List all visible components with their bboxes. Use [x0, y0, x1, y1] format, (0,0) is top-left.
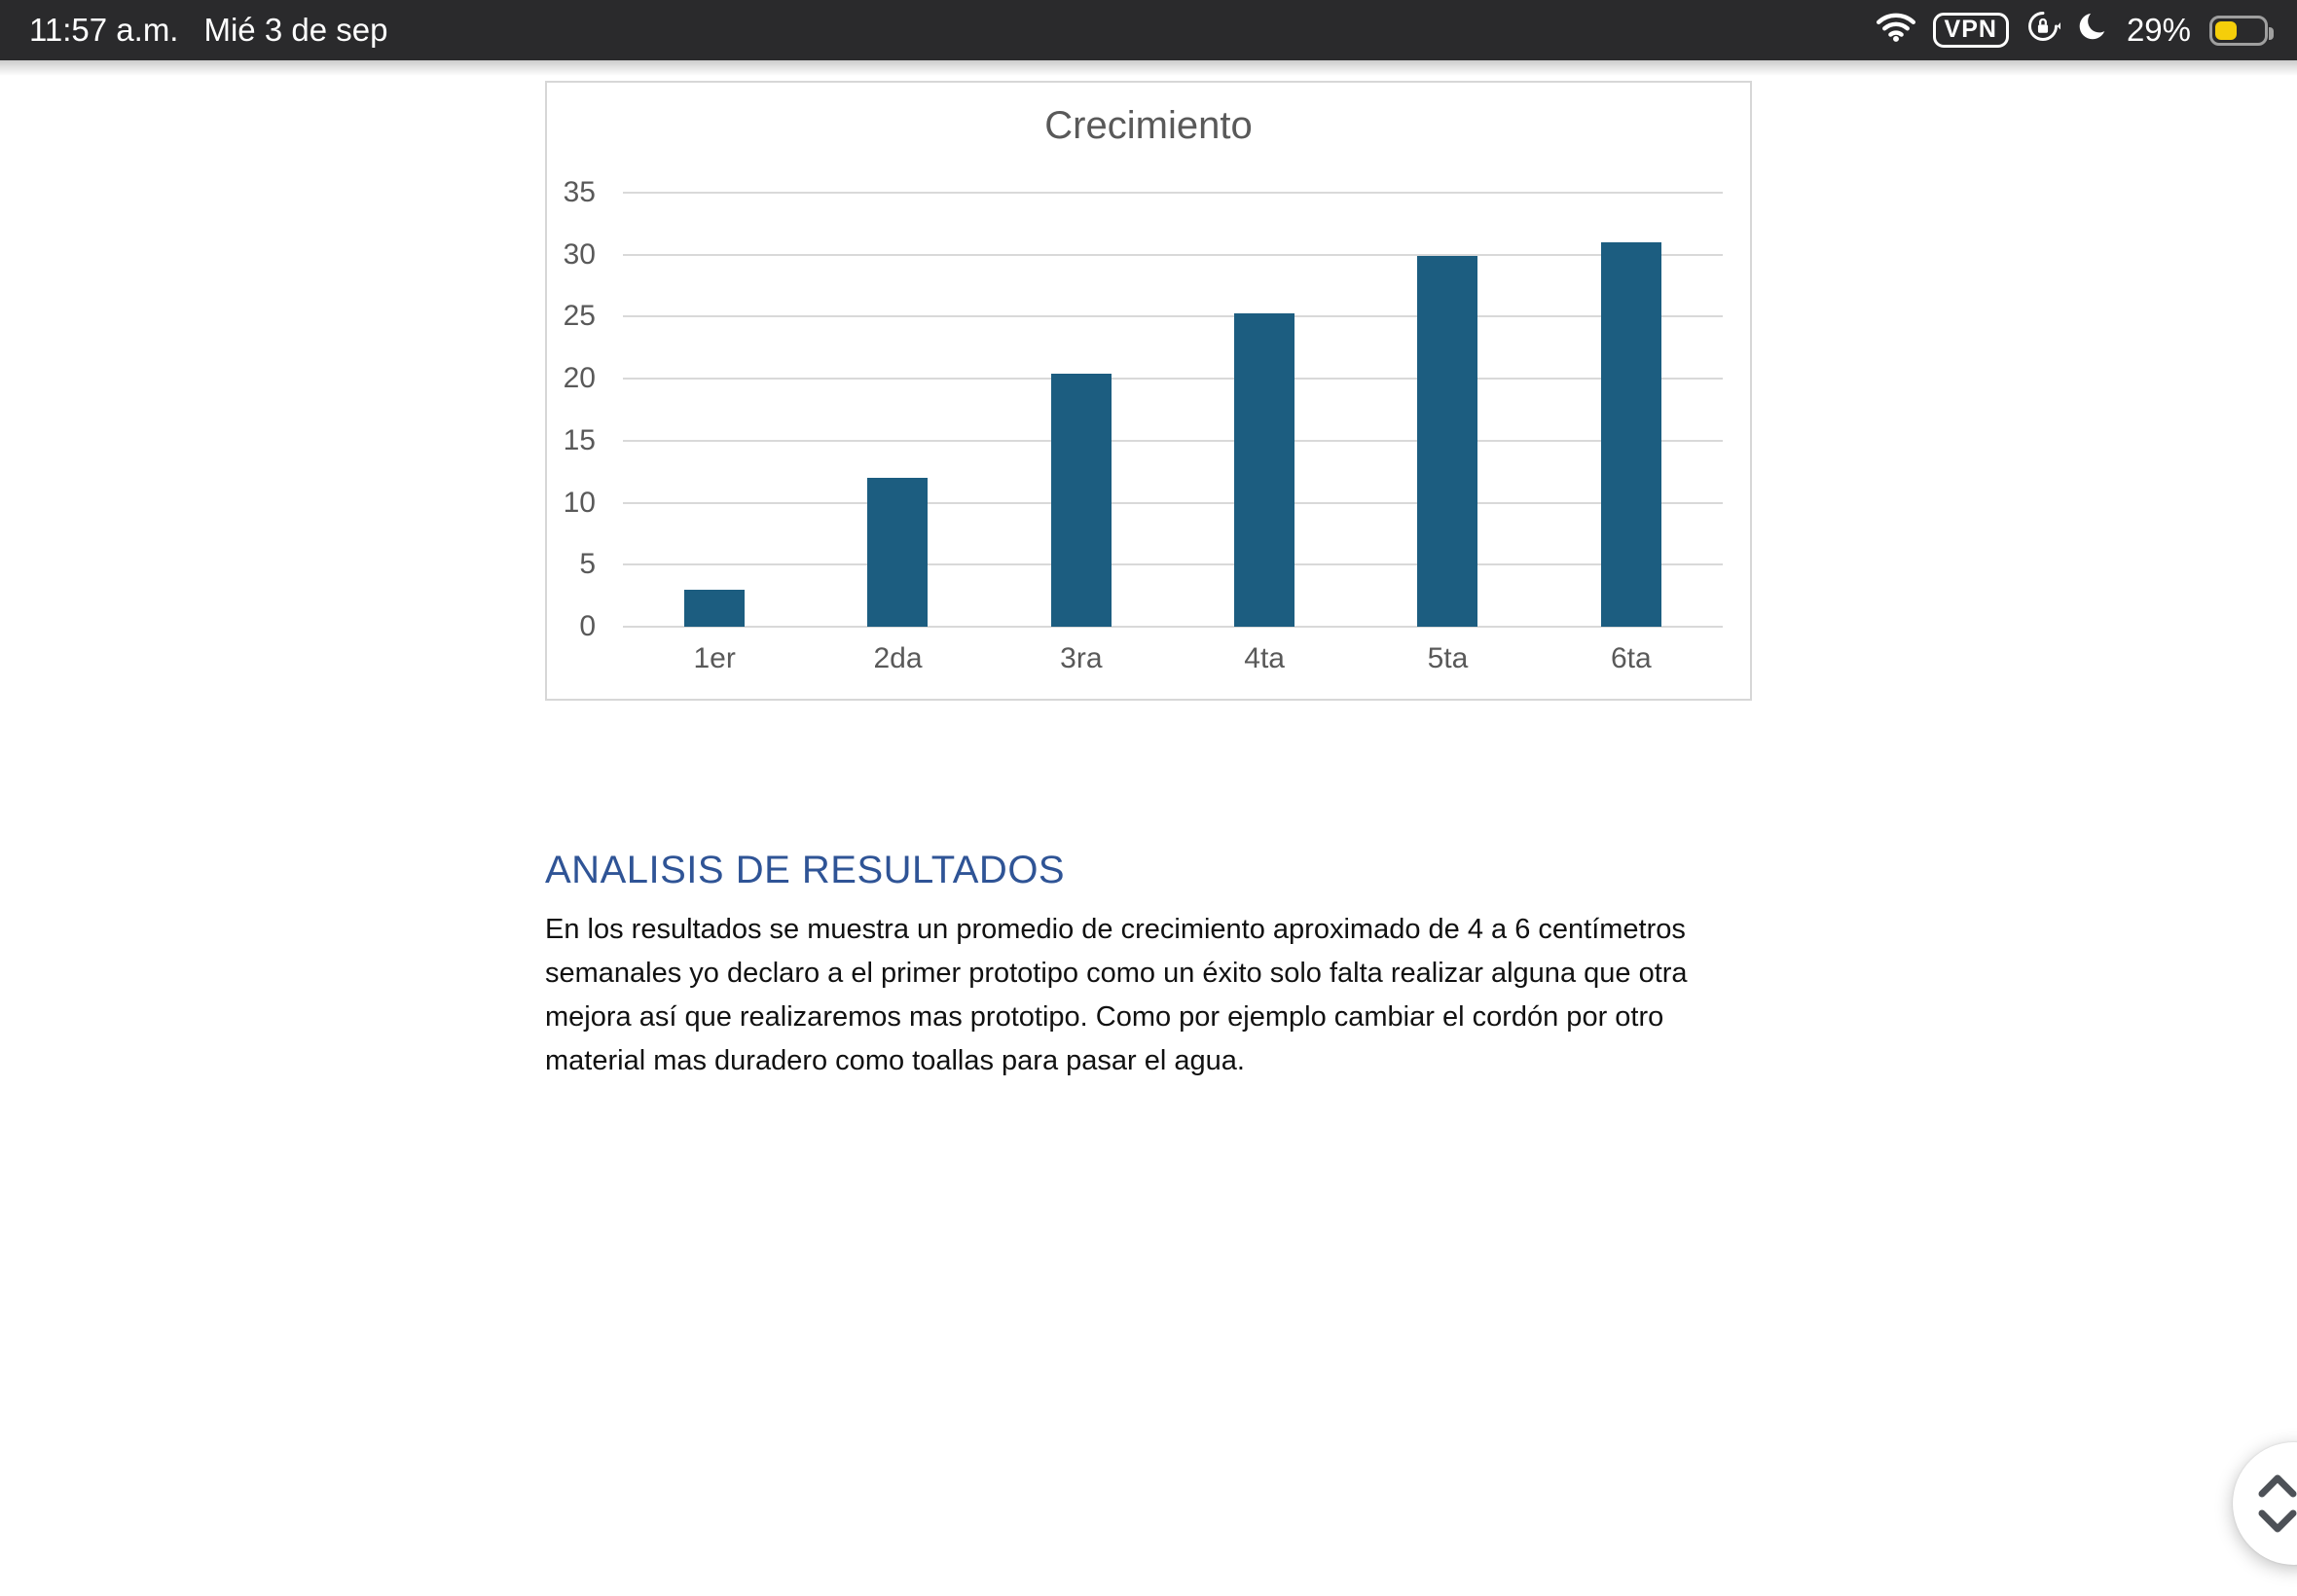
y-tick-label-25: 25: [563, 300, 596, 333]
y-tick-label-30: 30: [563, 237, 596, 271]
y-tick-label-35: 35: [563, 176, 596, 208]
bar-5ta: [1417, 256, 1477, 627]
clock: 11:57 a.m.: [29, 12, 179, 48]
battery-icon: [2209, 16, 2268, 46]
x-tick-label-5ta: 5ta: [1427, 642, 1469, 674]
bar-slot-2da: [806, 193, 989, 627]
bar-4ta: [1234, 313, 1294, 627]
battery-percent: 29%: [2126, 12, 2191, 48]
x-axis-labels: [623, 642, 1723, 685]
plot-area: [623, 193, 1723, 627]
chart-title: Crecimiento: [1044, 104, 1253, 147]
x-tick-label-3ra: 3ra: [1060, 642, 1103, 674]
chevron-up-icon[interactable]: [2254, 1470, 2297, 1500]
moon-icon: [2077, 10, 2110, 51]
document-page: [545, 81, 1752, 1083]
chevron-down-icon[interactable]: [2254, 1507, 2297, 1537]
y-axis-labels: [547, 176, 603, 642]
vpn-badge: VPN: [1933, 13, 2009, 49]
wifi-icon: [1876, 11, 1916, 50]
y-tick-label-20: 20: [563, 362, 596, 395]
battery-fill: [2215, 21, 2237, 40]
battery-nub: [2269, 27, 2274, 40]
bar-slot-5ta: [1356, 193, 1539, 627]
bar-1er: [684, 590, 745, 627]
status-left: [29, 12, 387, 49]
bar-slot-3ra: [990, 193, 1173, 627]
chart-object[interactable]: [545, 81, 1752, 701]
y-tick-label-15: 15: [563, 423, 596, 456]
y-tick-label-0: 0: [579, 610, 596, 642]
y-tick-label-5: 5: [579, 548, 596, 581]
bars-row: [623, 193, 1723, 627]
rotation-lock-icon: [2025, 9, 2060, 52]
status-bar: [0, 0, 2297, 60]
page-scroll-bubble[interactable]: [2233, 1442, 2297, 1565]
status-right: [1876, 9, 2268, 52]
x-tick-label-1er: 1er: [693, 642, 736, 674]
bar-2da: [867, 478, 928, 627]
bar-6ta: [1601, 242, 1661, 627]
y-tick-label-10: 10: [563, 486, 596, 519]
bar-slot-4ta: [1173, 193, 1356, 627]
date: Mié 3 de sep: [203, 12, 388, 48]
bar-slot-6ta: [1540, 193, 1723, 627]
bar-slot-1er: [623, 193, 806, 627]
x-tick-label-2da: 2da: [873, 642, 923, 674]
x-tick-label-6ta: 6ta: [1610, 642, 1652, 674]
x-tick-label-4ta: 4ta: [1244, 642, 1285, 674]
statusbar-shadow: [0, 60, 2297, 76]
bar-3ra: [1051, 374, 1112, 627]
body-paragraph: En los resultados se muestra un promedio de crecimiento aproximado de 4 a 6 centímetros semanales yo declaro a el primer prototipo como un éxito solo falta realizar alguna que otra mejora así que realizaremos mas prototipo. Como por ejemplo cambiar el cordón por otro material mas duradero como toallas para pasar el agua.: [545, 914, 1688, 1076]
section-heading: ANALISIS DE RESULTADOS: [545, 849, 1066, 891]
